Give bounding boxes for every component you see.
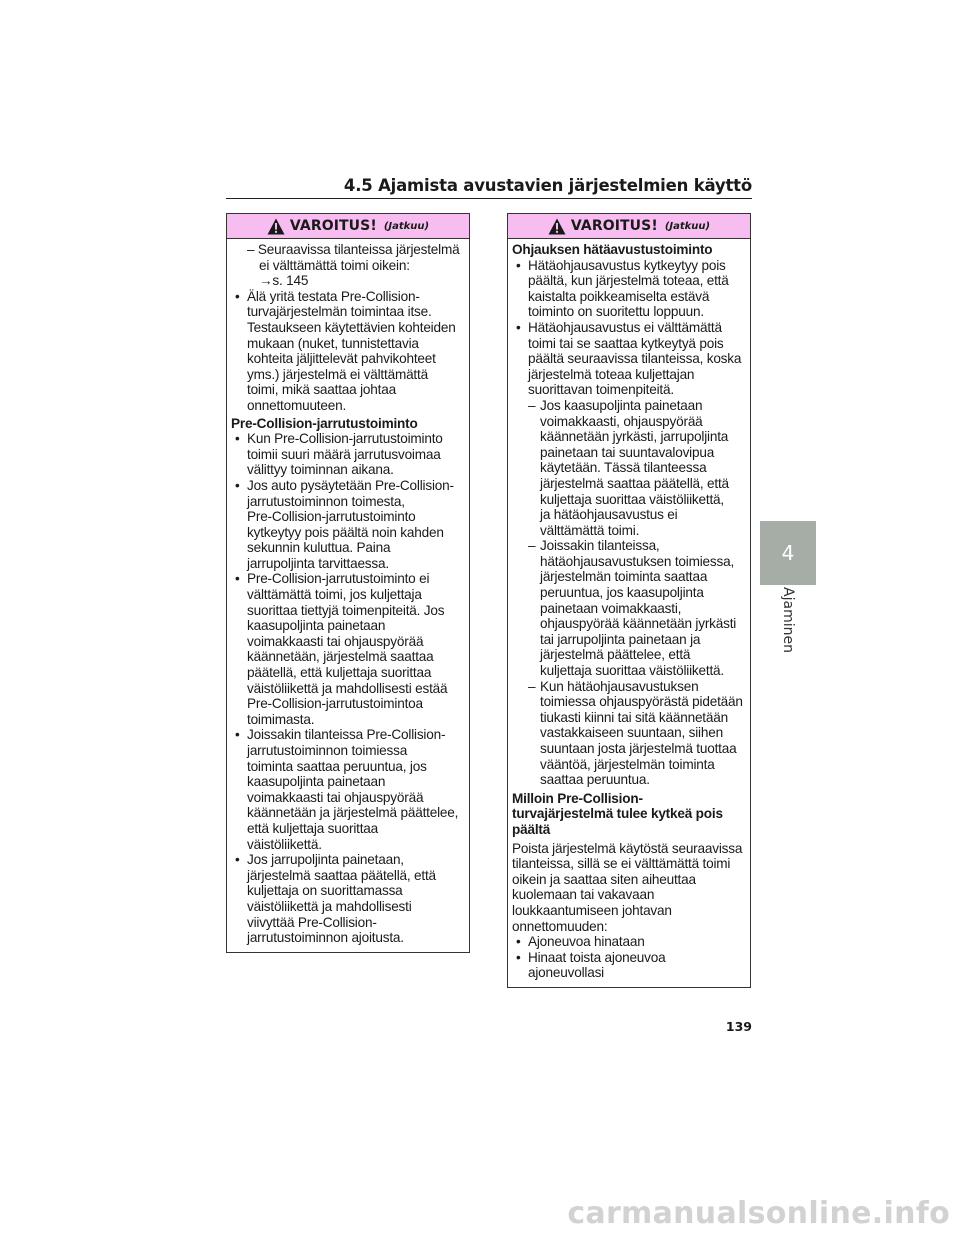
text-line: – Seuraavissa tilanteissa järjestelmä: [247, 242, 460, 257]
page-number: 139: [725, 1019, 752, 1034]
warning-subtitle: (Jatkuu): [383, 220, 430, 232]
chapter-tab: 4: [760, 521, 816, 585]
header-rule: [226, 198, 752, 199]
watermark: carmanualsonline.info: [567, 1196, 950, 1231]
bullet-item: • Jos auto pysäytetään Pre-Collision- jarrutustoiminnon toimesta, Pre-Collision-jarrutustoiminto kytkeytyy pois päältä noin kahden sekunnin kuluttua. Paina jarrupoljinta tarvittaessa.: [231, 478, 467, 572]
subsection-heading: Ohjauksen hätäavustustoiminto: [512, 242, 713, 257]
warning-title: VAROITUS!: [289, 218, 377, 234]
warning-triangle-icon: [548, 218, 566, 235]
warning-box-left: [226, 213, 470, 953]
warning-subtitle: (Jatkuu): [664, 220, 711, 232]
bullet-item: • Ajoneuvoa hinataan: [512, 934, 748, 950]
bullet-item: • Kun Pre-Collision-jarrutustoiminto toimii suuri määrä jarrutusvoimaa välittyy toiminnan aikana.: [231, 431, 467, 478]
bullet-item: • Hätäohjausavustus kytkeytyy pois päältä, kun järjestelmä toteaa, että kaistalta poikkeamiselta estävä toiminto on suoritettu loppuun.: [512, 258, 748, 320]
bullet-item: • Älä yritä testata Pre-Collision- turvajärjestelmän toimintaa itse. Testaukseen käytettävien kohteiden mukaan (nuket, tunnistettavia kohteita jäljittelevät pahvikohteet yms.) järjestelmä ei välttämättä toimi, mikä saattaa johtaa onnettomuuteen.: [231, 289, 467, 414]
section-header-title: 4.5 Ajamista avustavien järjestelmien käyttö: [343, 176, 752, 195]
warning-body: [227, 239, 469, 946]
sub-bullet-item: – Jos kaasupoljinta painetaan voimakkaasti, ohjauspyörää käännetään jyrkästi, jarrupoljinta painetaan tai suuntavalovipua käytetään. Tässä tilanteessa järjestelmä saattaa päätellä, että kuljettaja suorittaa väistöliikettä, ja hätäohjausavustus ei välttämättä toimi.: [512, 398, 748, 538]
text-line: ei välttämättä toimi oikein:: [259, 257, 410, 273]
warning-box-right: [507, 213, 751, 988]
chapter-label: Ajaminen: [780, 587, 796, 653]
bullet-item: • Hinaat toista ajoneuvoa ajoneuvollasi: [512, 950, 748, 981]
warning-title: VAROITUS!: [570, 218, 658, 234]
bullet-item: • Jos jarrupoljinta painetaan, järjestelmä saattaa päätellä, että kuljettaja on suorittamassa väistöliikettä ja mahdollisesti viivyttää Pre-Collision- jarrutustoiminnon ajoitusta.: [231, 852, 467, 946]
bullet-item: • Joissakin tilanteissa Pre-Collision- jarrutustoiminnon toimiessa toiminta saattaa peruuntua, jos kaasupoljinta painetaan voimakkaasti tai ohjauspyörää käännetään ja järjestelmä päättelee, että kuljettaja suorittaa väistöliikettä.: [231, 727, 467, 852]
bullet-item: • Pre-Collision-jarrutustoiminto ei välttämättä toimi, jos kuljettaja suorittaa tiettyjä toimenpiteitä. Jos kaasupoljinta painetaan voimakkaasti tai ohjauspyörää käännetään, järjestelmä saattaa päätellä, että kuljettaja suorittaa väistöliikettä ja mahdollisesti estää Pre-Collision-jarrutustoimintoa toimimasta.: [231, 571, 467, 727]
sub-bullet-item: – Kun hätäohjausavustuksen toimiessa ohjauspyörästä pidetään tiukasti kiinni tai sitä käännetään vastakkaiseen suuntaan, siihen suuntaan josta järjestelmä tuottaa vääntöä, järjestelmän toiminta saattaa peruuntua.: [512, 679, 748, 788]
subsection-heading: Milloin Pre-Collision- turvajärjestelmä tulee kytkeä pois päältä: [512, 790, 723, 837]
bullet-item: • Hätäohjausavustus ei välttämättä toimi tai se saattaa kytkeytyä pois päältä seuraavissa tilanteissa, koska järjestelmä toteaa kuljettajan suorittavan toimenpiteitä.: [512, 320, 748, 398]
subsection-heading: Pre-Collision-jarrutustoiminto: [231, 415, 418, 431]
page-reference: →s. 145: [259, 273, 309, 289]
sub-bullet-item: – Joissakin tilanteissa, hätäohjausavustuksen toimiessa, järjestelmän toiminta saattaa peruuntua, jos kaasupoljinta painetaan voimakkaasti, ohjauspyörää käännetään jyrkästi tai jarrupoljinta painetaan ja järjestelmä päättelee, että kuljettaja suorittaa väistöliikettä.: [512, 538, 748, 678]
warning-header: [508, 214, 750, 239]
warning-header: [227, 214, 469, 239]
warning-triangle-icon: [267, 218, 285, 235]
paragraph: Poista järjestelmä käytöstä seuraavissa tilanteissa, sillä se ei välttämättä toimi oikein ja saattaa siten aiheuttaa kuolemaan tai vakavaan loukkaantumiseen johtavan onnettomuuden:: [512, 840, 743, 934]
warning-body: [508, 239, 750, 981]
